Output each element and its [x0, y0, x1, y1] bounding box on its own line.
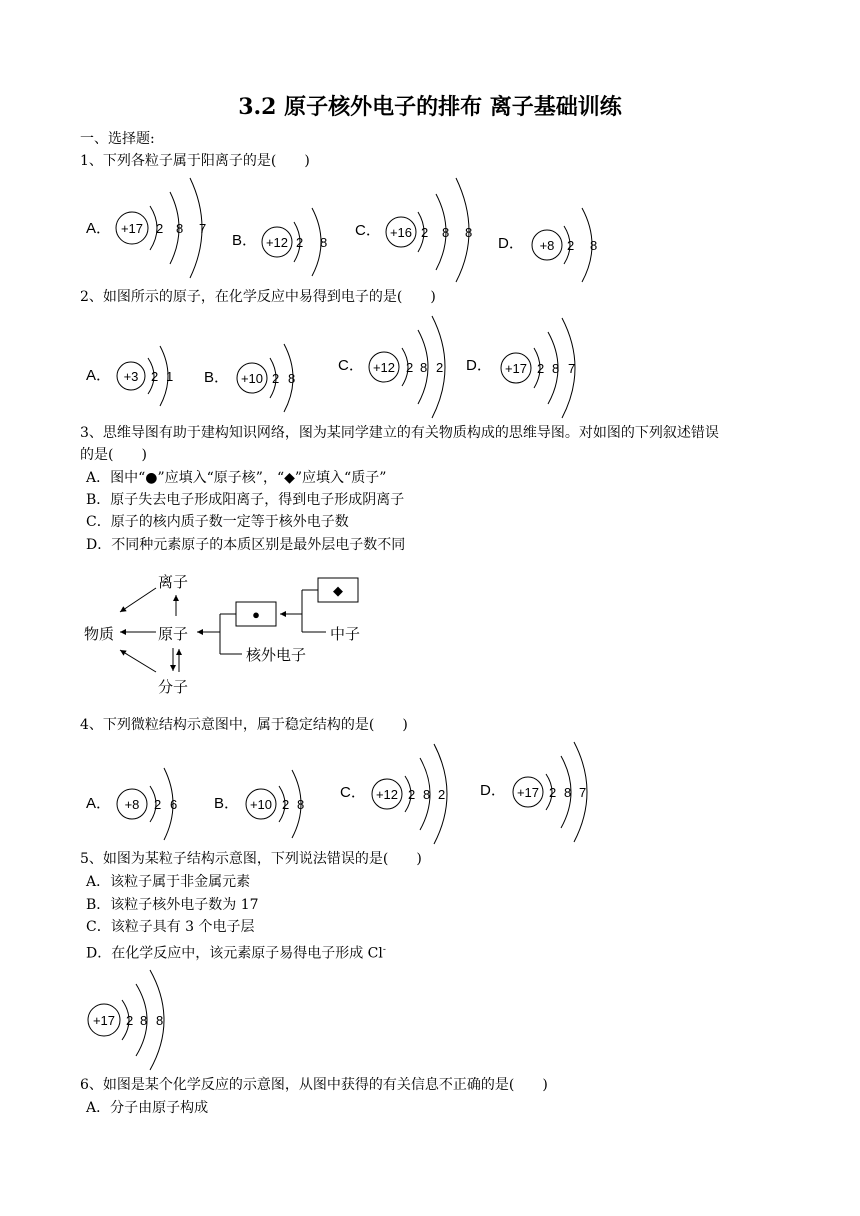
svg-text:+16: +16 — [389, 225, 413, 240]
svg-text:2: 2 — [296, 235, 304, 250]
svg-text:2: 2 — [282, 797, 290, 812]
q1-atom-c — [355, 178, 472, 282]
svg-text:8: 8 — [420, 360, 428, 375]
svg-text:7: 7 — [568, 361, 576, 376]
svg-text:2: 2 — [272, 371, 280, 386]
shell-electrons: 7 — [199, 221, 207, 236]
svg-text:+10: +10 — [240, 371, 264, 386]
svg-text:+17: +17 — [92, 1013, 116, 1028]
svg-text:D．: D． — [498, 235, 524, 252]
svg-text:B．: B． — [214, 795, 240, 812]
svg-text:8: 8 — [465, 225, 473, 240]
svg-text:B．: B． — [204, 369, 230, 386]
svg-text:8: 8 — [297, 797, 305, 812]
question-4-diagrams — [80, 740, 600, 840]
svg-text:C．: C． — [338, 357, 364, 374]
svg-text:1: 1 — [166, 369, 174, 384]
q3-option-b: B．原子失去电子形成阳离子，得到电子形成阴离子 — [86, 492, 405, 508]
svg-text:A．: A． — [86, 367, 112, 384]
question-5-diagram — [80, 966, 180, 1072]
svg-text:2: 2 — [436, 360, 444, 375]
q1-atom-a — [86, 178, 206, 278]
svg-text:8: 8 — [423, 787, 431, 802]
q3-option-c: C．原子的核内质子数一定等于核外电子数 — [86, 514, 349, 530]
svg-text:8: 8 — [320, 235, 328, 250]
svg-text:A．: A． — [86, 795, 112, 812]
svg-text:◆: ◆ — [333, 583, 343, 598]
q2-atom-c — [338, 316, 445, 418]
svg-text:6: 6 — [170, 797, 178, 812]
svg-text:D．: D． — [480, 782, 506, 799]
svg-text:D．: D． — [466, 357, 492, 374]
svg-text:+10: +10 — [249, 797, 273, 812]
question-5-stem: 5、如图为某粒子结构示意图，下列说法错误的是( ) — [80, 851, 422, 867]
map-atom: 原子 — [158, 626, 189, 643]
question-6-stem: 6、如图是某个化学反应的示意图，从图中获得的有关信息不正确的是( ) — [80, 1077, 548, 1093]
svg-text:8: 8 — [288, 371, 296, 386]
q1-atom-b — [232, 208, 327, 276]
svg-text:C．: C． — [340, 784, 366, 801]
q6-option-a: A．分子由原子构成 — [86, 1100, 209, 1116]
q2-atom-a — [86, 346, 173, 406]
svg-text:2: 2 — [549, 785, 557, 800]
question-2-diagrams — [80, 312, 590, 394]
map-matter: 物质 — [84, 626, 115, 643]
page-title: 3.2 原子核外电子的排布 离子基础训练 — [238, 94, 622, 120]
svg-text:+12: +12 — [265, 235, 289, 250]
svg-text:+12: +12 — [372, 360, 396, 375]
question-3-mind-map — [80, 568, 380, 700]
map-neutron: 中子 — [330, 626, 361, 643]
svg-text:8: 8 — [156, 1013, 164, 1028]
question-2-stem: 2、如图所示的原子，在化学反应中易得到电子的是( ) — [80, 289, 436, 305]
q4-atom-d — [480, 742, 587, 842]
shell-electrons: 2 — [156, 221, 164, 236]
q1-atom-d — [498, 208, 597, 282]
q5-option-a: A．该粒子属于非金属元素 — [86, 874, 251, 890]
section-heading: 一、选择题: — [80, 131, 155, 147]
svg-text:+17: +17 — [516, 785, 540, 800]
question-3-stem-line2: 的是( ) — [80, 447, 147, 463]
svg-text:2: 2 — [567, 238, 575, 253]
chloride-charge: - — [382, 945, 386, 955]
q4-atom-b — [214, 770, 304, 838]
q3-option-a: A．图中“●”应填入“原子核”，“◆”应填入“质子” — [86, 470, 387, 486]
question-4-stem: 4、下列微粒结构示意图中，属于稳定结构的是( ) — [80, 717, 408, 733]
svg-text:2: 2 — [438, 787, 446, 802]
svg-text:8: 8 — [140, 1013, 148, 1028]
svg-text:8: 8 — [564, 785, 572, 800]
svg-text:C．: C． — [355, 222, 381, 239]
q4-atom-a — [86, 768, 177, 840]
svg-text:2: 2 — [154, 797, 162, 812]
svg-text:2: 2 — [408, 787, 416, 802]
svg-text:8: 8 — [442, 225, 450, 240]
svg-text:+12: +12 — [375, 787, 399, 802]
q5-option-b: B．该粒子核外电子数为 17 — [86, 897, 259, 913]
q2-atom-b — [204, 344, 295, 412]
svg-text:2: 2 — [421, 225, 429, 240]
svg-text:+3: +3 — [123, 369, 139, 384]
q5-option-d: D．在化学反应中，该元素原子易得电子形成 Cl- — [86, 945, 386, 962]
shell-electrons: 8 — [176, 221, 184, 236]
svg-text:2: 2 — [151, 369, 159, 384]
svg-text:2: 2 — [406, 360, 414, 375]
question-1-diagrams — [80, 172, 620, 284]
map-molecule: 分子 — [158, 679, 189, 696]
q5-option-c: C．该粒子具有 3 个电子层 — [86, 919, 255, 935]
q2-atom-d — [466, 318, 575, 418]
question-3-stem-line1: 3、思维导图有助于建构知识网络，图为某同学建立的有关物质构成的思维导图。对如图的下列叙述错误 — [80, 425, 719, 441]
q3-option-d: D．不同种元素原子的本质区别是最外层电子数不同 — [86, 537, 406, 553]
nucleus-charge: +17 — [120, 221, 144, 236]
svg-text:2: 2 — [126, 1013, 134, 1028]
svg-text:+8: +8 — [539, 238, 555, 253]
q4-atom-c — [340, 744, 447, 844]
map-ion: 离子 — [158, 574, 189, 591]
svg-text:B．: B． — [232, 232, 258, 249]
svg-text:8: 8 — [552, 361, 560, 376]
svg-text:●: ● — [252, 607, 260, 622]
question-1-stem: 1、下列各粒子属于阳离子的是( ) — [80, 153, 310, 169]
svg-text:7: 7 — [579, 785, 587, 800]
svg-text:8: 8 — [590, 238, 598, 253]
svg-text:+8: +8 — [124, 797, 140, 812]
svg-text:+17: +17 — [504, 361, 528, 376]
map-electron: 核外电子 — [246, 647, 307, 664]
svg-text:2: 2 — [537, 361, 545, 376]
option-letter: A． — [86, 220, 112, 237]
